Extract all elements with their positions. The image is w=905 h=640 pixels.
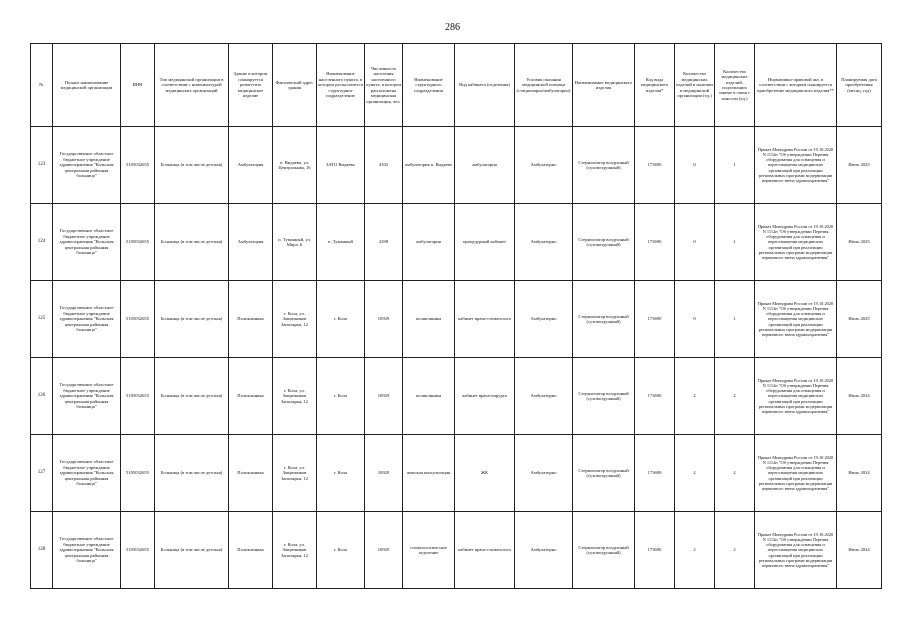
cell-locality: г. Кола — [317, 512, 365, 589]
header-building: Здание в котором планируется разместить медицинское изделие — [229, 44, 273, 127]
cell-replace: 1 — [715, 281, 755, 358]
table-row — [31, 127, 882, 204]
cell-unit: амбулатория п. Видяево — [403, 127, 455, 204]
cell-available: 0 — [675, 204, 715, 281]
cell-inn: 5105032655 — [121, 127, 155, 204]
cell-address: г. Кола, ул. Защитников Заполярья, 12 — [273, 435, 317, 512]
header-population: Численность населения населенного пункта, в котором расположена медицинская организация, чел. — [365, 44, 403, 127]
cell-locality: п. Туманный — [317, 204, 365, 281]
cell-device: Стерилизатор воздушный (суховоздушный) — [573, 358, 635, 435]
cell-num: 128 — [31, 512, 53, 589]
cell-org: Государственное областное бюджетное учреждение здравоохранения "Кольская центральная районная больница" — [53, 358, 121, 435]
cell-date: Июль 2024 — [837, 512, 882, 589]
cell-cabinet: амбулатория — [455, 127, 515, 204]
header-conditions: Условия оказания медицинской помощи (стационарно/амбулаторно) — [515, 44, 573, 127]
cell-inn: 5105032655 — [121, 204, 155, 281]
cell-inn: 5105032655 — [121, 512, 155, 589]
cell-population: 2298 — [365, 204, 403, 281]
cell-population: 10929 — [365, 512, 403, 589]
table-row — [31, 512, 882, 589]
cell-cabinet: кабинет врача-стоматолога — [455, 281, 515, 358]
cell-num: 125 — [31, 281, 53, 358]
cell-device: Стерилизатор воздушный (суховоздушный) — [573, 204, 635, 281]
cell-act: Приказ Минздрава России от 19.10.2020 N 1112н "Об утверждении Перечня оборудования для оснащения и переоснащения медицинских организаций при реализации региональных программ модернизации первичного звена здравоохранения" — [755, 512, 837, 589]
header-unit: Наименование структурного подразделения — [403, 44, 455, 127]
cell-org: Государственное областное бюджетное учреждение здравоохранения "Кольская центральная районная больница" — [53, 127, 121, 204]
cell-date: Июль 2024 — [837, 435, 882, 512]
cell-unit: поликлиника — [403, 281, 455, 358]
table-row — [31, 435, 882, 512]
cell-building: Поликлиника — [229, 435, 273, 512]
header-locality: Наименование населенного пункта, в котором располагается структурное подразделение — [317, 44, 365, 127]
cell-act: Приказ Минздрава России от 19.10.2020 N 1112н "Об утверждении Перечня оборудования для оснащения и переоснащения медицинских организаций при реализации региональных программ модернизации первичного звена здравоохранения" — [755, 281, 837, 358]
cell-unit: стоматологическое отделение — [403, 512, 455, 589]
cell-act: Приказ Минздрава России от 19.10.2020 N 1112н "Об утверждении Перечня оборудования для оснащения и переоснащения медицинских организаций при реализации региональных программ модернизации первичного звена здравоохранения" — [755, 358, 837, 435]
cell-replace: 2 — [715, 435, 755, 512]
cell-replace: 1 — [715, 204, 755, 281]
header-act: Нормативно-правовой акт, в соответствии с которым планируется приобретение медицинского изделия** — [755, 44, 837, 127]
cell-act: Приказ Минздрава России от 19.10.2020 N 1112н "Об утверждении Перечня оборудования для оснащения и переоснащения медицинских организаций при реализации региональных программ модернизации первичного звена здравоохранения" — [755, 435, 837, 512]
cell-date: Июль 2025 — [837, 127, 882, 204]
cell-available: 0 — [675, 127, 715, 204]
cell-building: Амбулатория — [229, 127, 273, 204]
cell-conditions: Амбулаторно — [515, 435, 573, 512]
cell-address: п. Туманный, ул. Мира, 6 — [273, 204, 317, 281]
cell-building: Поликлиника — [229, 512, 273, 589]
cell-act: Приказ Минздрава России от 19.10.2020 N 1112н "Об утверждении Перечня оборудования для оснащения и переоснащения медицинских организаций при реализации региональных программ модернизации первичного звена здравоохранения" — [755, 127, 837, 204]
header-available: Количество медицинских изделий в наличии в медицинской организации (ед.) — [675, 44, 715, 127]
cell-num: 123 — [31, 127, 53, 204]
cell-device: Стерилизатор воздушный (суховоздушный) — [573, 435, 635, 512]
cell-cabinet: кабинет врача-хирурга — [455, 358, 515, 435]
cell-replace: 2 — [715, 512, 755, 589]
cell-date: Июль 2025 — [837, 204, 882, 281]
cell-address: г. Кола, ул. Защитников Заполярья, 12 — [273, 512, 317, 589]
cell-org: Государственное областное бюджетное учреждение здравоохранения "Кольская центральная районная больница" — [53, 204, 121, 281]
equipment-table — [30, 43, 882, 589]
cell-address: г. Кола, ул. Защитников Заполярья, 12 — [273, 281, 317, 358]
cell-org: Государственное областное бюджетное учреждение здравоохранения "Кольская центральная районная больница" — [53, 281, 121, 358]
cell-address: п. Видяево, ул. Центральная, 16 — [273, 127, 317, 204]
table-row — [31, 281, 882, 358]
cell-num: 126 — [31, 358, 53, 435]
header-cabinet: Вид кабинета (отделения) — [455, 44, 515, 127]
cell-replace: 1 — [715, 127, 755, 204]
cell-code: 173690 — [635, 204, 675, 281]
cell-population: 4103 — [365, 127, 403, 204]
cell-type: Больница (в том числе детская) — [155, 358, 229, 435]
cell-locality: г. Кола — [317, 435, 365, 512]
cell-population: 10929 — [365, 435, 403, 512]
header-type: Тип медицинской организации в соответствии с номенклатурой медицинских организаций — [155, 44, 229, 127]
cell-conditions: Амбулаторно — [515, 358, 573, 435]
cell-locality: ЗАТО Видяево — [317, 127, 365, 204]
header-code: Код вида медицинского изделия* — [635, 44, 675, 127]
cell-cabinet: кабинет врача-стоматолога — [455, 512, 515, 589]
cell-code: 173690 — [635, 127, 675, 204]
cell-unit: поликлиника — [403, 358, 455, 435]
cell-population: 10929 — [365, 281, 403, 358]
cell-type: Больница (в том числе детская) — [155, 435, 229, 512]
cell-num: 127 — [31, 435, 53, 512]
cell-code: 173690 — [635, 358, 675, 435]
cell-available: 0 — [675, 281, 715, 358]
cell-unit: женская консультация — [403, 435, 455, 512]
header-inn: ИНН — [121, 44, 155, 127]
cell-inn: 5105032655 — [121, 358, 155, 435]
header-device: Наименование медицинского изделия — [573, 44, 635, 127]
table-row — [31, 358, 882, 435]
cell-type: Больница (в том числе детская) — [155, 512, 229, 589]
cell-cabinet: ЖК — [455, 435, 515, 512]
header-num: № — [31, 44, 53, 127]
cell-available: 2 — [675, 512, 715, 589]
cell-type: Больница (в том числе детская) — [155, 204, 229, 281]
cell-conditions: Амбулаторно — [515, 127, 573, 204]
cell-date: Июль 2024 — [837, 358, 882, 435]
header-replace: Количество медицинских изделий, подлежащих замене в связи с износом (ед.) — [715, 44, 755, 127]
cell-type: Больница (в том числе детская) — [155, 127, 229, 204]
cell-available: 2 — [675, 435, 715, 512]
cell-conditions: Амбулаторно — [515, 281, 573, 358]
cell-type: Больница (в том числе детская) — [155, 281, 229, 358]
cell-org: Государственное областное бюджетное учреждение здравоохранения "Кольская центральная районная больница" — [53, 435, 121, 512]
cell-address: г. Кола, ул. Защитников Заполярья, 12 — [273, 358, 317, 435]
cell-building: Амбулатория — [229, 204, 273, 281]
cell-inn: 5105032655 — [121, 435, 155, 512]
cell-population: 10929 — [365, 358, 403, 435]
header-date: Планируемая дата приобретения (месяц, год) — [837, 44, 882, 127]
cell-locality: г. Кола — [317, 358, 365, 435]
table-header-row — [31, 44, 882, 127]
cell-building: Поликлиника — [229, 358, 273, 435]
page-number: 286 — [445, 22, 460, 33]
cell-code: 173690 — [635, 281, 675, 358]
cell-available: 2 — [675, 358, 715, 435]
header-address: Фактический адрес здания — [273, 44, 317, 127]
cell-num: 124 — [31, 204, 53, 281]
cell-locality: г. Кола — [317, 281, 365, 358]
cell-code: 173690 — [635, 435, 675, 512]
cell-building: Поликлиника — [229, 281, 273, 358]
cell-cabinet: процедурный кабинет — [455, 204, 515, 281]
cell-act: Приказ Минздрава России от 19.10.2020 N 1112н "Об утверждении Перечня оборудования для оснащения и переоснащения медицинских организаций при реализации региональных программ модернизации первичного звена здравоохранения" — [755, 204, 837, 281]
cell-device: Стерилизатор воздушный (суховоздушный) — [573, 281, 635, 358]
header-org: Полное наименование медицинской организации — [53, 44, 121, 127]
cell-code: 173690 — [635, 512, 675, 589]
cell-unit: амбулатория — [403, 204, 455, 281]
cell-org: Государственное областное бюджетное учреждение здравоохранения "Кольская центральная районная больница" — [53, 512, 121, 589]
cell-device: Стерилизатор воздушный (суховоздушный) — [573, 512, 635, 589]
cell-device: Стерилизатор воздушный (суховоздушный) — [573, 127, 635, 204]
cell-date: Июль 2025 — [837, 281, 882, 358]
cell-conditions: Амбулаторно — [515, 512, 573, 589]
table-row — [31, 204, 882, 281]
cell-replace: 2 — [715, 358, 755, 435]
cell-conditions: Амбулаторно — [515, 204, 573, 281]
cell-inn: 5105032655 — [121, 281, 155, 358]
